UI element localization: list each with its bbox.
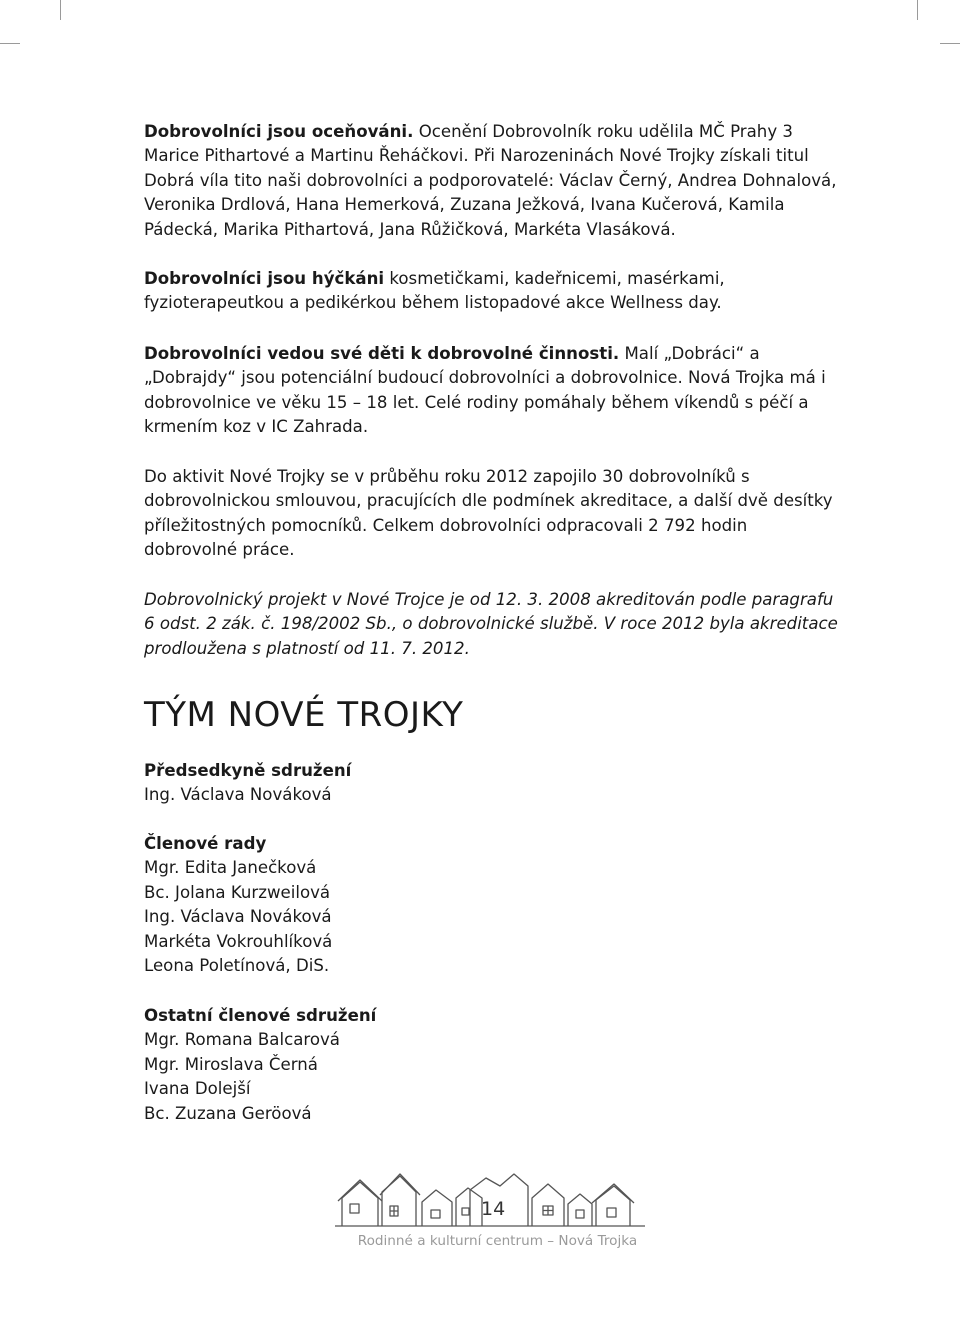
paragraph-lead: Dobrovolníci vedou své děti k dobrovolné činnosti. <box>144 344 620 363</box>
member-name: Leona Poletínová, DiS. <box>144 956 330 976</box>
paragraph-recognition <box>144 120 844 242</box>
footer-org-name: Rodinné a kulturní centrum – Nová Trojka <box>357 1233 638 1249</box>
paragraph-statistics: Do aktivit Nové Trojky se v průběhu roku 2012 zapojilo 30 dobrovolníků s dobrovolnickou smlouvou, pracujících dle podmínek akreditace, a další dvě desítky příležitostných pomocníků. Celkem dobrovolníci odpracovali 2 792 hodin dobrovolné práce. <box>144 467 833 560</box>
member-name: Mgr. Miroslava Černá <box>144 1054 318 1074</box>
paragraph-children <box>144 342 844 440</box>
paragraph-body: kosmetičkami, kadeřnicemi, masérkami, fyzioterapeutkou a pedikérkou během listopadové akce Wellness day. <box>144 269 725 313</box>
crop-mark-top-left <box>60 0 61 20</box>
paragraph-pampered <box>144 267 844 316</box>
member-name: Ivana Dolejší <box>144 1079 251 1099</box>
team-title: TÝM NOVÉ TROJKY <box>144 695 464 735</box>
page-number: 14 <box>481 1198 506 1220</box>
member-name: Markéta Vokrouhlíková <box>144 931 333 951</box>
paragraph-body: Ocenění Dobrovolník roku udělila MČ Prahy 3 Marice Pithartové a Martinu Řeháčkovi. Při Narozeninách Nové Trojky získali titul Dobrá víla tito naši dobrovolníci a podporovatelé: Václav Černý, Andrea Dohnalová, Veronika Drdlová, Hana Hemerková, Zuzana Ježková, Ivana Kučerová, Kamila Pádecká, Marika Pithartová, Jana Růžičková, Markéta Vlasáková. <box>144 122 837 239</box>
crop-mark-top-right <box>917 0 918 20</box>
paragraph-lead: Dobrovolníci jsou oceňováni. <box>144 122 414 141</box>
paragraph-body: Malí „Dobráci“ a „Dobrajdy“ jsou potenciální budoucí dobrovolníci a dobrovolnice. Nová Trojka má i dobrovolnice ve věku 15 – 18 let. Celé rodiny pomáhaly během víkendů s péčí a krmením koz v IC Zahrada. <box>144 344 826 437</box>
group-heading: Ostatní členové sdružení <box>144 1006 377 1025</box>
crop-mark-top-left-h <box>0 43 20 44</box>
member-name: Bc. Zuzana Geröová <box>144 1103 312 1123</box>
houses-illustration <box>330 1168 650 1230</box>
group-heading: Předsedkyně sdružení <box>144 761 352 780</box>
group-board <box>144 832 332 978</box>
member-name: Mgr. Romana Balcarová <box>144 1030 340 1050</box>
group-others <box>144 1004 376 1126</box>
group-chair <box>144 759 351 808</box>
member-name: Bc. Jolana Kurzweilová <box>144 882 331 902</box>
group-heading: Členové rady <box>144 834 267 853</box>
paragraph-lead: Dobrovolníci jsou hýčkáni <box>144 269 385 288</box>
paragraph-accreditation: Dobrovolnický projekt v Nové Trojce je od 12. 3. 2008 akreditován podle paragrafu 6 odst. 2 zák. č. 198/2002 Sb., o dobrovolnické službě. V roce 2012 byla akreditace prodloužena s platností od 11. 7. 2012. <box>144 590 838 658</box>
crop-mark-top-right-h <box>940 43 960 44</box>
member-name: Ing. Václava Nováková <box>144 907 332 927</box>
member-name: Mgr. Edita Janečková <box>144 858 317 878</box>
member-name: Ing. Václava Nováková <box>144 785 332 805</box>
